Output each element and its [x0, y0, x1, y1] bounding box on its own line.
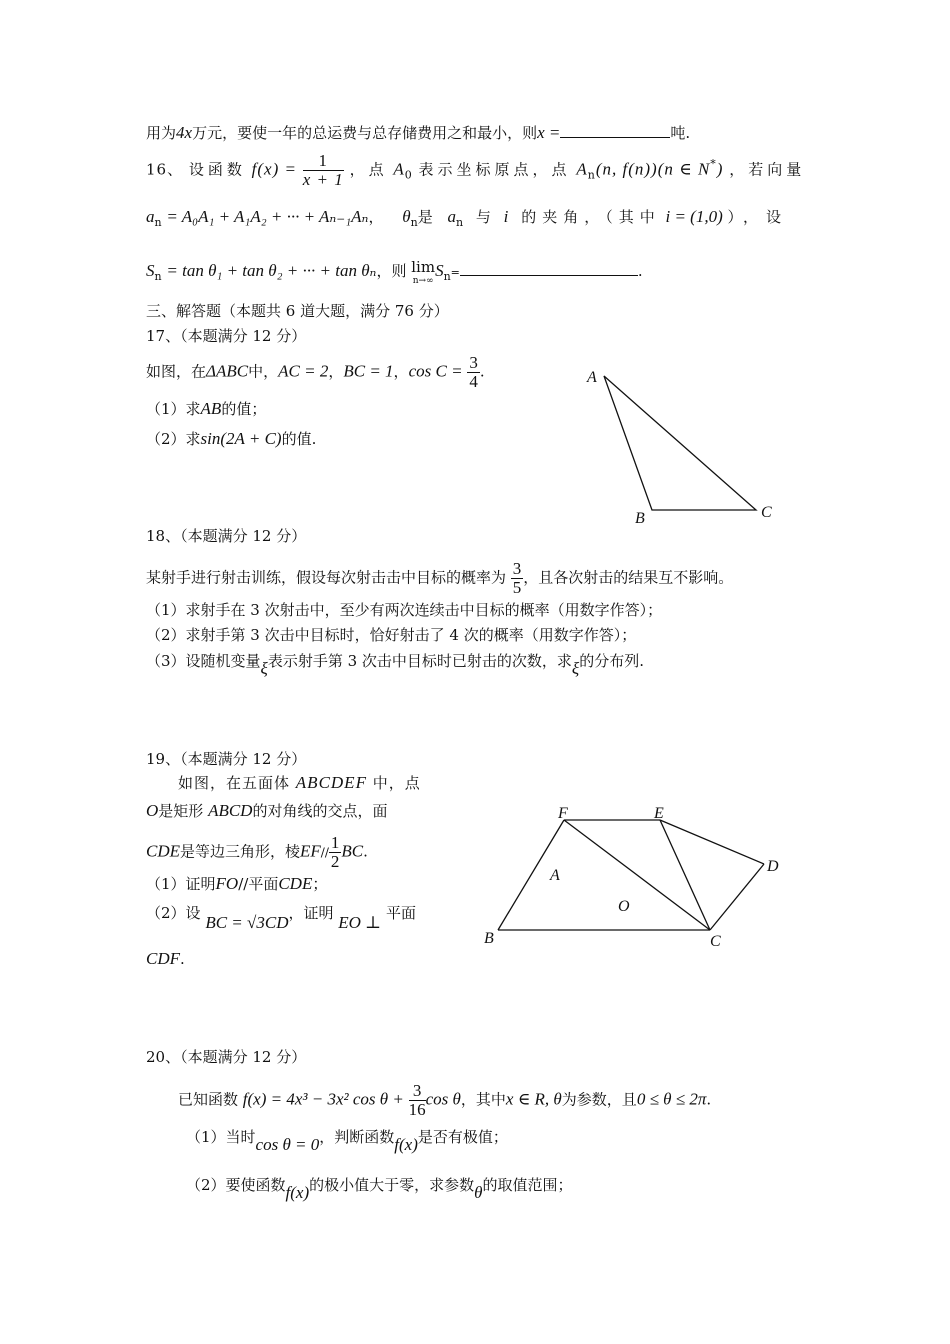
fraction-numerator: 3	[409, 1082, 426, 1101]
triangle-abc	[604, 376, 756, 510]
q20-function: f(x) = 4x³ − 3x² cos θ +	[242, 1089, 404, 1109]
answer-blank	[560, 123, 670, 138]
q17-sin-expr: sin(2A + C)	[200, 429, 282, 448]
q19-line-3	[146, 834, 368, 871]
q19-text-rect: 是矩形	[158, 802, 204, 820]
q16-text-and: 与	[475, 208, 491, 226]
q19-ef: EF	[300, 841, 321, 861]
q17-p2-text-b: 的值.	[281, 430, 317, 448]
q16-function: f(x) =	[251, 159, 297, 179]
edge-ed	[660, 820, 764, 864]
limit-label: lim	[411, 258, 436, 276]
q15-expr: 4x	[176, 123, 193, 142]
fraction-denominator: 2	[330, 852, 340, 871]
q16-i-eq: i = (1,0)	[665, 207, 723, 226]
q16-line-2	[146, 206, 789, 234]
q16-text-c: 表示坐标原点，点	[418, 160, 571, 179]
vertex-label-a: A	[587, 369, 597, 386]
q19-fraction	[329, 834, 342, 871]
vertex-label-d: D	[767, 858, 779, 875]
section-heading: 三、解答题（本题共 6 道大题，满分 76 分）	[146, 302, 449, 320]
q17-triangle: ΔABC	[206, 361, 249, 381]
q19-p1-text-c: ；	[312, 875, 328, 893]
q18-p3-text-c: 的分布列.	[579, 652, 644, 670]
q16-vector-a-sub: n	[154, 216, 162, 229]
q20-p1-fx: f(x)	[394, 1135, 418, 1154]
q18-part-1: （1）求射手在 3 次射击中，至少有两次连续击中目标的概率（用数字作答）；	[146, 601, 663, 619]
q19-abcd: ABCD	[208, 801, 253, 820]
q17-end: .	[479, 362, 485, 381]
q19-eo: EO ⊥	[338, 913, 382, 932]
q16-an-vec: a	[447, 207, 456, 226]
q15-text-mid: 万元，要使一年的总运费与总存储费用之和最小，则	[192, 124, 538, 142]
q17-part-1	[146, 398, 266, 420]
q19-solid-name: ABCDEF	[295, 773, 367, 792]
q19-text-eq: 是等边三角形，棱	[180, 842, 301, 861]
q16-text-let: ），设	[727, 208, 790, 226]
q20-p2-text-b: 的极小值大于零，求参数	[309, 1176, 475, 1194]
q19-heading: 19、（本题满分 12 分）	[146, 750, 307, 768]
q16-sn-sub: n	[443, 270, 451, 283]
q15-lhs: x =	[537, 123, 561, 142]
q19-p2-end: .	[180, 950, 185, 968]
q19-p1-cde: CDE	[278, 874, 313, 893]
q18-text-b: ，且各次射击的结果互不影响。	[523, 568, 734, 587]
q16-line-1	[146, 152, 805, 189]
q19-end: .	[363, 842, 368, 861]
q17-p1-text: （1）求	[146, 400, 201, 418]
q16-end: .	[637, 262, 643, 280]
q15-text: 用为	[146, 124, 177, 142]
q17-cos: cos C =	[408, 361, 463, 381]
q17-comma-2: ，	[393, 362, 409, 381]
q16-theta: θ	[402, 207, 411, 226]
q19-part-2b	[146, 948, 185, 970]
q17-part-2	[146, 428, 316, 450]
q16-limit	[411, 260, 435, 288]
q16-an-args: (n, f(n))(n ∈ N	[595, 159, 711, 179]
vertex-label-b: B	[635, 510, 645, 527]
q16-s: S	[146, 261, 155, 280]
q20-p2-fx: f(x)	[285, 1183, 310, 1202]
q18-text: 某射手进行射击训练，假设每次射击击中目标的概率为	[146, 568, 507, 587]
q19-fo: FO	[215, 874, 239, 893]
q16-star: *	[710, 157, 717, 171]
answer-blank	[460, 261, 638, 276]
q20-p1-text: （1）当时	[186, 1128, 256, 1146]
q18-part-3	[146, 650, 644, 680]
q17-text-b: 中，	[248, 362, 279, 381]
q19-bc: BC	[341, 841, 364, 861]
q20-cos: cos θ	[425, 1089, 461, 1109]
q18-p3-text-b: 表示射手第 3 次击中目标时已射击的次数，求	[267, 652, 572, 670]
q16-text-angle: 的夹角，（其中	[521, 208, 661, 226]
q20-p2-text: （2）要使函数	[186, 1176, 286, 1194]
q15-tail-line	[146, 122, 690, 144]
q16-i: i	[503, 207, 509, 226]
q16-then: ，则	[376, 262, 407, 280]
edge-dc	[710, 864, 764, 930]
q19-text-diag: 的对角线的交点，面	[252, 802, 388, 820]
fraction-numerator: 1	[330, 833, 340, 852]
q17-ac: AC = 2	[278, 361, 329, 381]
edge-ec	[660, 820, 710, 930]
fraction-denominator: 5	[512, 578, 522, 597]
q17-text: 如图，在	[146, 362, 207, 381]
q16-text-is: 是	[417, 208, 433, 226]
q17-comma: ，	[328, 362, 344, 381]
q20-p1-cos: cos θ = 0	[255, 1135, 320, 1154]
q18-p3-text: （3）设随机变量	[146, 652, 261, 670]
fraction-denominator: 4	[469, 372, 478, 391]
q19-pentahedron-figure	[478, 798, 798, 954]
fraction-numerator: 3	[512, 559, 522, 578]
q20-text: 已知函数	[178, 1090, 239, 1109]
q20-line-1	[178, 1082, 711, 1119]
q16-an-vec-sub: n	[456, 216, 464, 229]
q16-sn: S	[435, 261, 444, 280]
q17-fraction	[467, 354, 480, 391]
q20-p1-text-b: ，判断函数	[319, 1128, 395, 1146]
q18-heading: 18、（本题满分 12 分）	[146, 527, 307, 545]
q16-number: 16、	[146, 160, 184, 179]
vertex-label-a: A	[550, 867, 560, 884]
q17-ab: AB	[200, 399, 222, 418]
q18-line-1	[146, 560, 733, 597]
q19-p1-text: （1）证明	[146, 875, 216, 893]
q20-p1-text-c: 是否有极值；	[417, 1128, 508, 1146]
q20-range: 0 ≤ θ ≤ 2π	[636, 1089, 707, 1109]
q16-an: A	[576, 159, 588, 179]
q16-text: 设函数	[188, 160, 246, 179]
q19-part-2	[146, 902, 416, 934]
edge-fc	[564, 820, 710, 930]
q16-eq: =	[450, 266, 460, 279]
q19-cde: CDE	[146, 841, 180, 861]
vertex-label-e: E	[654, 805, 664, 822]
q20-part-2	[186, 1174, 573, 1204]
q18-part-2: （2）求射手第 3 次击中目标时，恰好射击了 4 次的概率（用数字作答）；	[146, 626, 637, 644]
q15-suffix: 吨.	[670, 124, 691, 142]
q16-vector-sum: = A₀A₁ + A₁A₂ + ··· + Aₙ₋₁Aₙ	[166, 207, 369, 226]
q17-line-1	[146, 354, 485, 391]
limit-sub: n→∞	[412, 276, 434, 286]
q16-a0: A	[393, 159, 405, 179]
q20-text-b: ，其中	[460, 1090, 506, 1109]
q18-fraction	[511, 560, 524, 597]
q17-heading: 17、（本题满分 12 分）	[146, 327, 307, 345]
q16-fraction	[303, 152, 344, 189]
vertex-label-b: B	[484, 930, 494, 947]
q16-text-d: ，若向量	[729, 160, 806, 179]
q18-xi: ξ	[260, 659, 268, 678]
q20-text-c: 为参数，且	[561, 1090, 637, 1109]
q19-p2-text-c: 平面	[385, 904, 416, 922]
vertex-label-c: C	[710, 933, 721, 950]
q16-vector-a: a	[146, 207, 155, 226]
q16-theta-sub: n	[410, 216, 418, 229]
q20-p2-text-c: 的取值范围；	[482, 1176, 573, 1194]
vertex-label-c: C	[761, 504, 772, 521]
fraction-numerator: 3	[469, 353, 478, 372]
q20-fraction	[409, 1082, 426, 1119]
q20-heading: 20、（本题满分 12 分）	[146, 1048, 307, 1066]
q19-parallel: //	[320, 845, 329, 860]
q19-line-1	[178, 772, 421, 794]
fraction-denominator: x + 1	[302, 170, 344, 189]
q20-p2-theta: θ	[474, 1183, 483, 1202]
q19-line-2	[146, 800, 387, 822]
q20-end: .	[706, 1090, 712, 1109]
q16-a0-sub: 0	[404, 168, 413, 182]
q17-triangle-figure	[580, 360, 780, 530]
q19-cdf: CDF	[146, 949, 180, 968]
fraction-numerator: 1	[303, 152, 344, 171]
q19-text-b: 中，点	[372, 774, 421, 792]
q17-bc: BC = 1	[343, 361, 394, 381]
q19-p1-text-b: //平面	[238, 875, 279, 893]
q19-part-1	[146, 873, 327, 895]
vertex-label-f: F	[558, 805, 568, 822]
q16-comma: ，	[368, 208, 384, 226]
q19-bc-eq: BC = √3CD	[205, 913, 289, 932]
q19-o: O	[146, 801, 159, 820]
q20-part-1	[186, 1126, 508, 1156]
q16-line-3	[146, 260, 643, 288]
q19-p2-text: （2）设	[146, 904, 201, 922]
q16-close: )	[716, 159, 724, 179]
q16-text-b: ，点	[349, 160, 388, 179]
q16-s-sub: n	[154, 270, 162, 283]
q20-cond: x ∈ R, θ	[505, 1089, 562, 1109]
q17-p2-text: （2）求	[146, 430, 201, 448]
fraction-denominator: 16	[408, 1100, 426, 1119]
q16-an-sub: n	[587, 168, 596, 182]
point-label-o: O	[618, 898, 630, 915]
q19-text: 如图，在五面体	[178, 774, 291, 792]
q16-tan-sum: = tan θ₁ + tan θ₂ + ··· + tan θₙ	[166, 261, 377, 280]
q18-xi-2: ξ	[571, 659, 580, 678]
q19-p2-text-b: ，证明	[288, 904, 334, 922]
q17-p1-text-b: 的值；	[221, 400, 267, 418]
